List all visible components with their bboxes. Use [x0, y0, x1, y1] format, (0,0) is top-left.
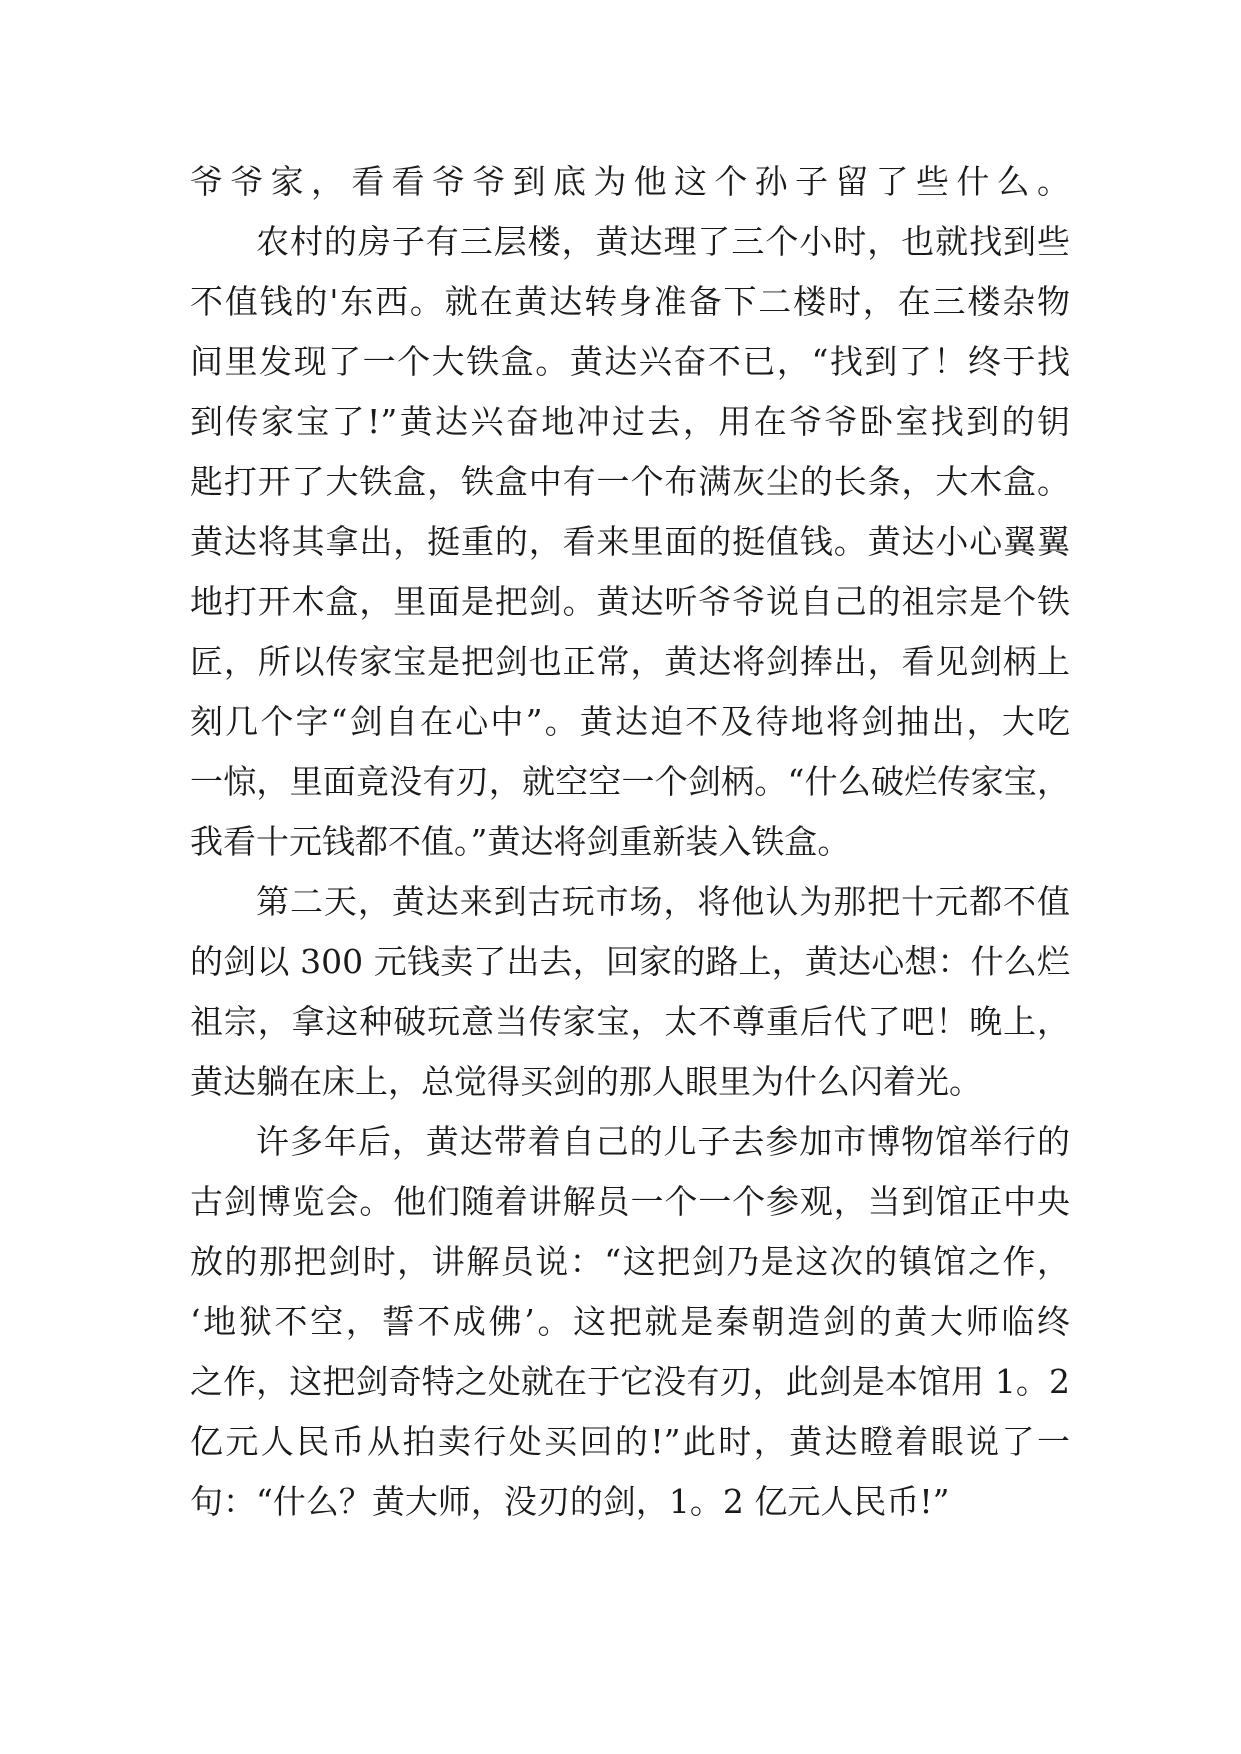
text-line: 第二天，黄达来到古玩市场，将他认为那把十元都不值 — [256, 882, 1070, 921]
text-line: 古剑博览会。他们随着讲解员一个一个参观，当到馆正中央 — [190, 1182, 1070, 1221]
text-line: 不值钱的'东西。就在黄达转身准备下二楼时，在三楼杂物 — [190, 282, 1070, 321]
text-line: ‘地狱不空，誓不成佛’。这把就是秦朝造剑的黄大师临终 — [190, 1302, 1070, 1341]
text-line: 到传家宝了!”黄达兴奋地冲过去，用在爷爷卧室找到的钥 — [190, 402, 1070, 441]
text-line: 一惊，里面竟没有刃，就空空一个剑柄。“什么破烂传家宝， — [190, 762, 1070, 801]
text-line: 许多年后，黄达带着自己的儿子去参加市博物馆举行的 — [256, 1122, 1070, 1161]
text-line: 间里发现了一个大铁盒。黄达兴奋不已，“找到了！终于找 — [190, 342, 1070, 381]
text-line: 爷爷家，看看爷爷到底为他这个孙子留了些什么。 — [190, 162, 1070, 201]
text-line: 我看十元钱都不值。”黄达将剑重新装入铁盒。 — [190, 822, 851, 861]
body-text — [190, 152, 1070, 1532]
text-line: 祖宗，拿这种破玩意当传家宝，太不尊重后代了吧！晚上， — [190, 1002, 1070, 1041]
text-line: 刻几个字“剑自在心中”。黄达迫不及待地将剑抽出，大吃 — [190, 702, 1070, 741]
text-line: 地打开木盒，里面是把剑。黄达听爷爷说自己的祖宗是个铁 — [190, 582, 1070, 621]
text-line: 放的那把剑时，讲解员说：“这把剑乃是这次的镇馆之作， — [190, 1242, 1070, 1281]
text-line: 黄达躺在床上，总觉得买剑的那人眼里为什么闪着光。 — [190, 1062, 982, 1101]
text-line: 匙打开了大铁盒，铁盒中有一个布满灰尘的长条，大木盒。 — [190, 462, 1070, 501]
text-line: 句：“什么？黄大师，没刃的剑，1。2 亿元人民币!” — [190, 1482, 950, 1521]
text-line: 匠，所以传家宝是把剑也正常，黄达将剑捧出，看见剑柄上 — [190, 642, 1070, 681]
text-line: 之作，这把剑奇特之处就在于它没有刃，此剑是本馆用 1。2 — [190, 1362, 1070, 1401]
text-line: 农村的房子有三层楼，黄达理了三个小时，也就找到些 — [256, 222, 1070, 261]
text-line: 亿元人民币从拍卖行处买回的!”此时，黄达瞪着眼说了一 — [190, 1422, 1070, 1461]
text-line: 黄达将其拿出，挺重的，看来里面的挺值钱。黄达小心翼翼 — [190, 522, 1070, 561]
text-line: 的剑以 300 元钱卖了出去，回家的路上，黄达心想：什么烂 — [190, 942, 1070, 981]
